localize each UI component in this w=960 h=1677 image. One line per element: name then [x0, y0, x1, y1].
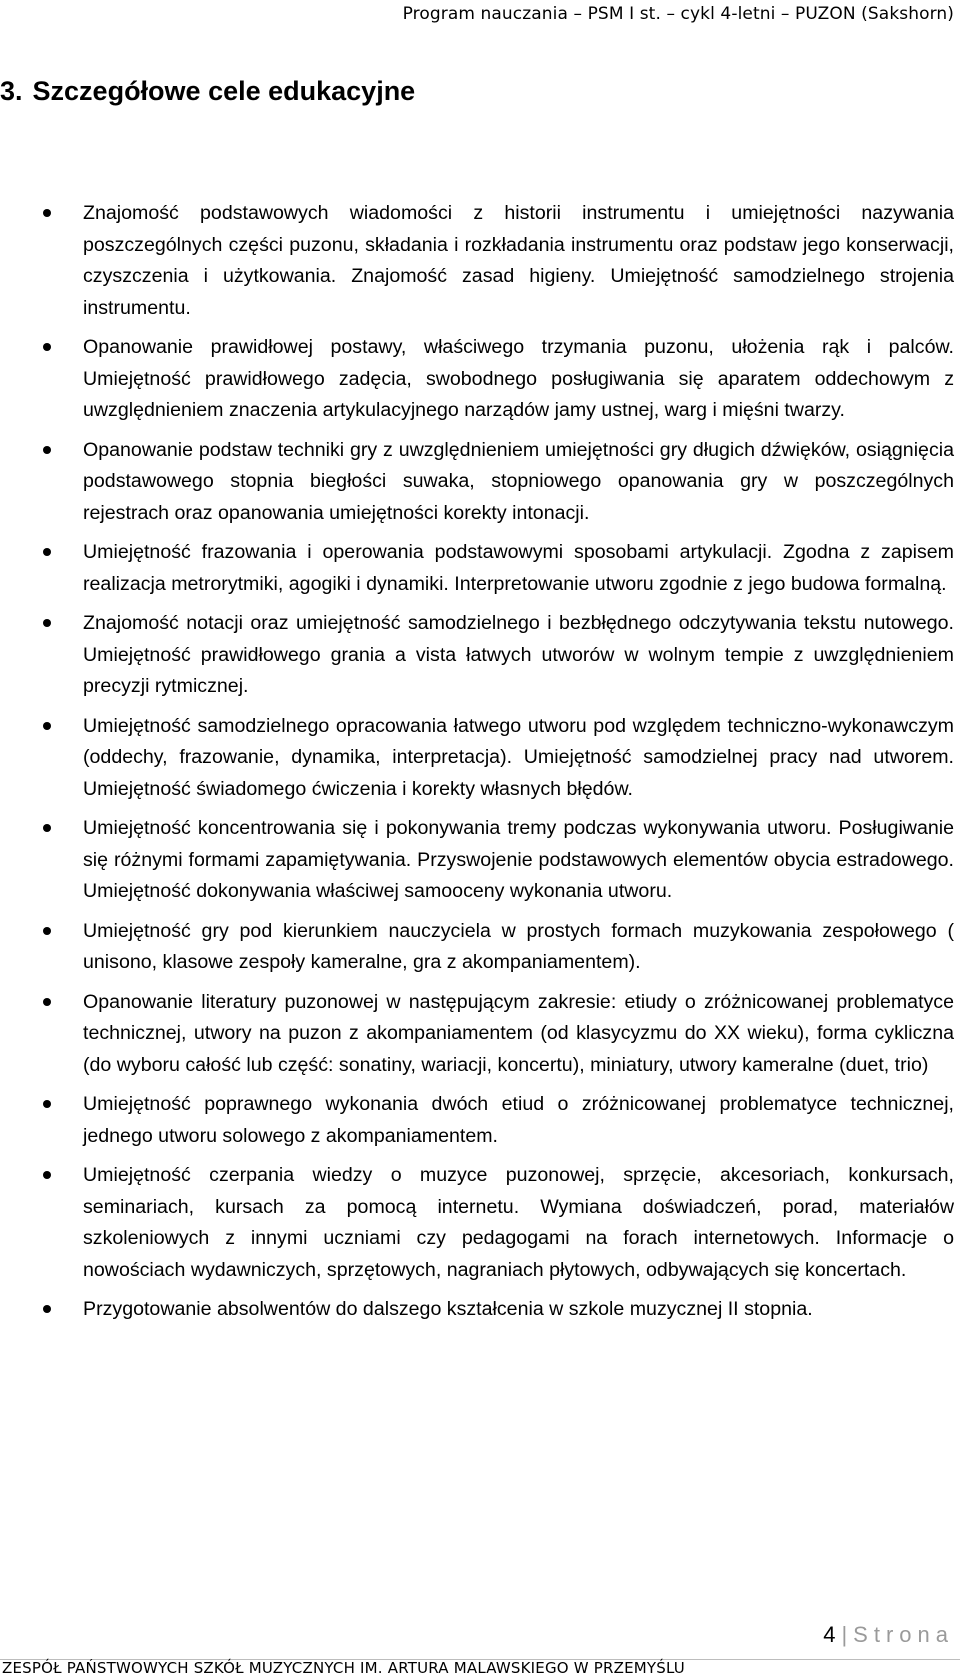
- section-number: 3.: [0, 76, 23, 106]
- goal-item: [0, 332, 960, 427]
- bullet-icon: [43, 927, 51, 935]
- goal-item: [0, 1160, 960, 1286]
- goal-text: Umiejętność koncentrowania się i pokonywania tremy podczas wykonywania utworu. Posługiwanie się różnymi formami zapamiętywania. Przyswojenie podstawowych elementów obycia estradowego. Umiejętność dokonywania właściwej samooceny wykonania utworu.: [83, 817, 954, 902]
- page-number: [823, 1622, 954, 1648]
- goal-item: [0, 1089, 960, 1152]
- page-number-separator: |: [841, 1622, 848, 1647]
- goal-text: Umiejętność poprawnego wykonania dwóch etiud o zróżnicowanej problematyce technicznej, jednego utworu solowego z akompaniamentem.: [83, 1093, 954, 1147]
- goal-text: Znajomość podstawowych wiadomości z historii instrumentu i umiejętności nazywania poszczególnych części puzonu, składania i rozkładania instrumentu oraz podstaw jego konserwacji, czyszczenia i użytkowania. Znajomość zasad higieny. Umiejętność samodzielnego strojenia instrumentu.: [83, 202, 954, 319]
- bullet-icon: [43, 619, 51, 627]
- bullet-icon: [43, 1305, 51, 1313]
- goal-item: [0, 608, 960, 703]
- goal-text: Umiejętność czerpania wiedzy o muzyce puzonowej, sprzęcie, akcesoriach, konkursach, seminariach, kursach za pomocą internetu. Wymiana doświadczeń, porad, materiałów szkoleniowych z innymi uczniami czy pedagogami na forach internetowych. Informacje o nowościach wydawniczych, sprzętowych, nagraniach płytowych, odbywających się koncertach.: [83, 1164, 954, 1281]
- goal-text: Umiejętność frazowania i operowania podstawowymi sposobami artykulacji. Zgodna z zapisem realizacja metrorytmiki, agogiki i dynamiki. Interpretowanie utworu zgodnie z jego budowa formalną.: [83, 541, 954, 595]
- bullet-icon: [43, 1171, 51, 1179]
- goal-text: Przygotowanie absolwentów do dalszego kształcenia w szkole muzycznej II stopnia.: [83, 1298, 813, 1320]
- goal-text: Opanowanie literatury puzonowej w następującym zakresie: etiudy o zróżnicowanej problematyce technicznej, utwory na puzon z akompaniamentem (od klasycyzmu do XX wieku), forma cykliczna (do wyboru całość lub część: sonatiny, wariacji, koncertu), miniatury, utwory kameralne (duet, trio): [83, 990, 954, 1076]
- goal-item: [0, 813, 960, 908]
- goal-item: [0, 435, 960, 530]
- goal-text: Znajomość notacji oraz umiejętność samodzielnego i bezbłędnego odczytywania tekstu nutowego. Umiejętność prawidłowego grania a vista łatwych utworów w wolnym tempie z uwzględnieniem precyzji rytmicznej.: [83, 612, 954, 697]
- goal-item: [0, 537, 960, 600]
- goal-text: Opanowanie podstaw techniki gry z uwzględnieniem umiejętności gry długich dźwięków, osiągnięcia podstawowego stopnia biegłości suwaka, stopniowego opanowania gry w poszczególnych rejestrach oraz opanowania umiejętności korekty intonacji.: [83, 438, 954, 524]
- goal-text: Umiejętność samodzielnego opracowania łatwego utworu pod względem techniczno-wykonawczym (oddechy, frazowanie, dynamika, interpretacja). Umiejętność samodzielnej pracy nad utworem. Umiejętność świadomego ćwiczenia i korekty własnych błędów.: [83, 714, 954, 800]
- bullet-icon: [43, 209, 51, 217]
- school-footer: ZESPÓŁ PAŃSTWOWYCH SZKÓŁ MUZYCZNYCH IM. ARTURA MALAWSKIEGO W PRZEMYŚLU: [2, 1659, 685, 1677]
- page-word: Strona: [853, 1622, 954, 1647]
- bullet-icon: [43, 998, 51, 1006]
- section-title-text: Szczegółowe cele edukacyjne: [32, 76, 416, 106]
- goal-text: Umiejętność gry pod kierunkiem nauczyciela w prostych formach muzykowania zespołowego ( unisono, klasowe zespoły kameralne, gra z akompaniamentem).: [83, 919, 954, 973]
- bullet-icon: [43, 446, 51, 454]
- bullet-icon: [43, 343, 51, 351]
- page-number-value: 4: [823, 1622, 836, 1647]
- bullet-icon: [43, 548, 51, 556]
- goal-item: [0, 916, 960, 979]
- goal-item: [0, 711, 960, 806]
- goal-text: Opanowanie prawidłowej postawy, właściwego trzymania puzonu, ułożenia rąk i palców. Umiejętność prawidłowego zadęcia, swobodnego posługiwania się aparatem oddechowym z uwzględnieniem znaczenia artykulacyjnego narządów jamy ustnej, warg i mięśni twarzy.: [83, 336, 954, 421]
- goal-item: [0, 198, 960, 324]
- section-title: [0, 76, 415, 107]
- goal-item: [0, 1294, 960, 1326]
- educational-goals-list: [0, 198, 960, 1334]
- running-header: Program nauczania – PSM I st. – cykl 4-letni – PUZON (Sakshorn): [402, 4, 954, 24]
- bullet-icon: [43, 824, 51, 832]
- goal-item: [0, 987, 960, 1082]
- bullet-icon: [43, 1100, 51, 1108]
- bullet-icon: [43, 722, 51, 730]
